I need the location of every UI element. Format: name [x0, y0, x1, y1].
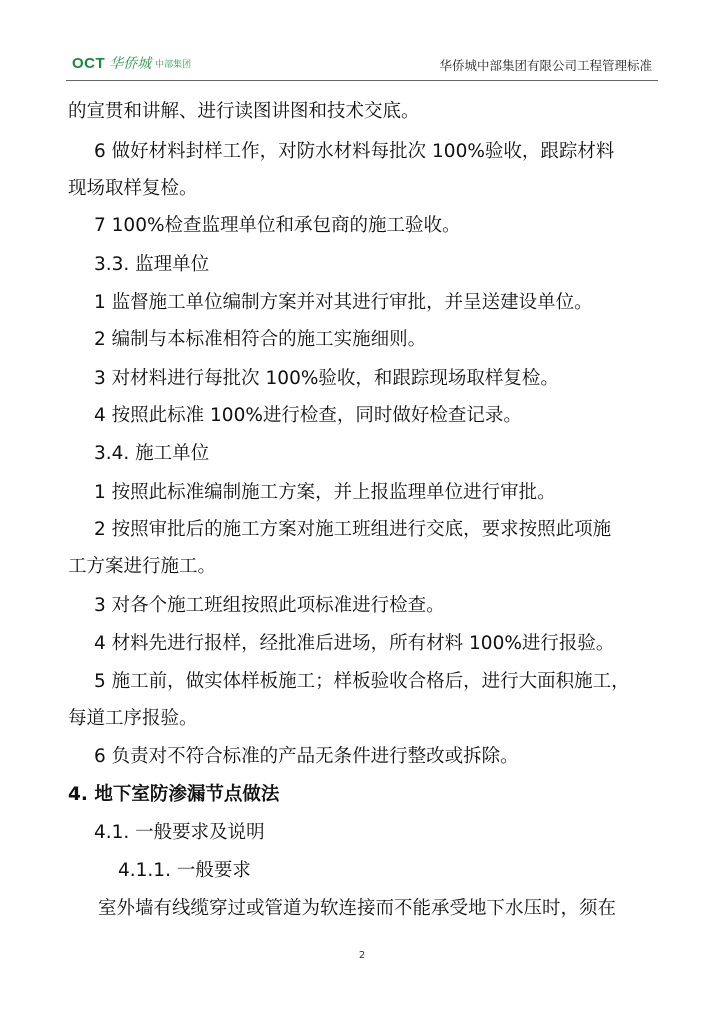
header-divider	[66, 80, 658, 81]
paragraph-line: 的宣贯和讲解、进行读图讲图和技术交底。	[68, 101, 420, 122]
section-heading-4: 4. 地下室防渗漏节点做法	[68, 784, 280, 805]
paragraph-line: 工方案进行施工。	[68, 556, 217, 577]
logo-script-text: 华侨城	[109, 56, 152, 72]
list-item-line: 6 负责对不符合标准的产品无条件进行整改或拆除。	[94, 746, 519, 767]
page-number: 2	[358, 950, 366, 961]
header-title: 华侨城中部集团有限公司工程管理标准	[439, 58, 652, 73]
logo-sub-text: 中部集团	[155, 59, 192, 70]
list-item-line: 2 编制与本标准相符合的施工实施细则。	[94, 329, 427, 350]
section-heading-4-1-1: 4.1.1. 一般要求	[118, 860, 251, 881]
list-item-line: 4 按照此标准 100%进行检查，同时做好检查记录。	[94, 405, 522, 426]
company-logo	[72, 54, 191, 72]
list-item-line: 1 监督施工单位编制方案并对其进行审批，并呈送建设单位。	[94, 292, 593, 313]
section-heading-4-1: 4.1. 一般要求及说明	[94, 822, 265, 843]
list-item-line: 4 材料先进行报样，经批准后进场，所有材料 100%进行报验。	[94, 633, 615, 654]
paragraph-line: 室外墙有线缆穿过或管道为软连接而不能承受地下水压时，须在	[98, 898, 617, 919]
section-heading-3-4: 3.4. 施工单位	[94, 443, 210, 464]
logo-oct-text: OCT	[72, 54, 106, 72]
list-item-line: 5 施工前，做实体样板施工；样板验收合格后，进行大面积施工，	[94, 671, 630, 692]
list-item-line: 7 100%检查监理单位和承包商的施工验收。	[94, 215, 461, 236]
list-item-line: 6 做好材料封样工作，对防水材料每批次 100%验收，跟踪材料	[94, 141, 615, 162]
section-heading-3-3: 3.3. 监理单位	[94, 254, 210, 275]
paragraph-line: 每道工序报验。	[68, 708, 198, 729]
paragraph-line: 现场取样复检。	[68, 178, 198, 199]
list-item-line: 1 按照此标准编制施工方案，并上报监理单位进行审批。	[94, 482, 556, 503]
list-item-line: 3 对各个施工班组按照此项标准进行检查。	[94, 595, 445, 616]
list-item-line: 2 按照审批后的施工方案对施工班组进行交底，要求按照此项施	[94, 519, 612, 540]
page-header	[0, 0, 724, 90]
list-item-line: 3 对材料进行每批次 100%验收，和跟踪现场取样复检。	[94, 368, 559, 389]
